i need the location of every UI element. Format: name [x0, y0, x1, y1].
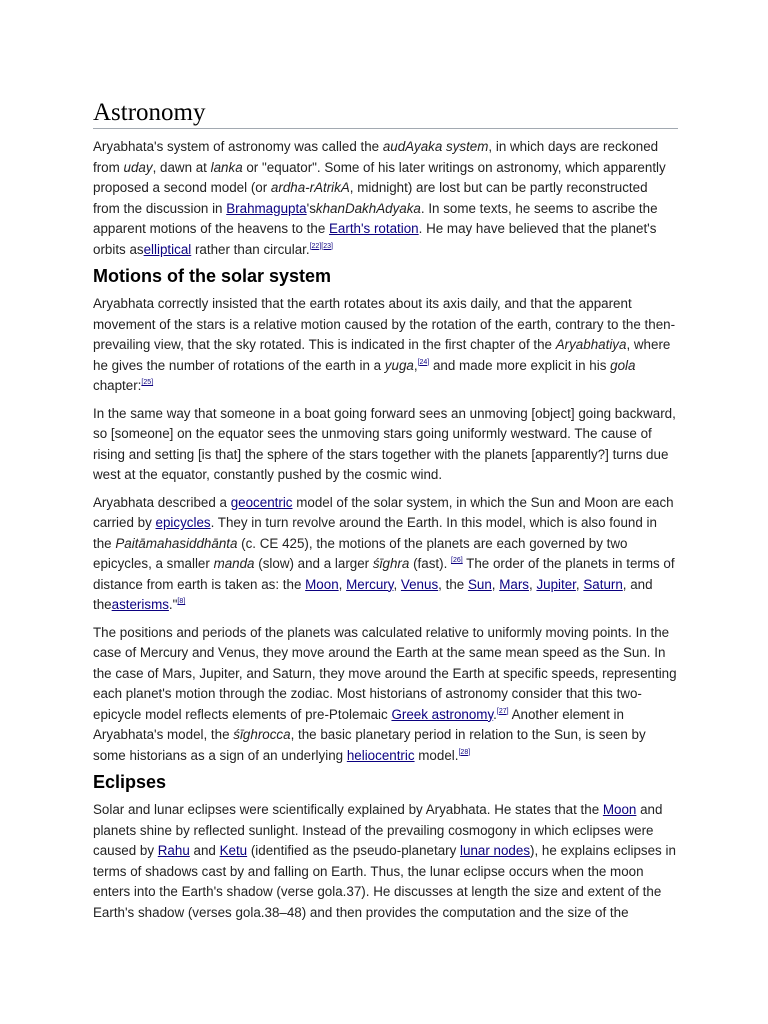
text: rather than circular.: [191, 241, 310, 257]
term: audAyaka system: [382, 139, 489, 154]
term: uday: [123, 159, 153, 175]
text: (c. CE 425), the motions of the planets are each governed by two epicycles, a smaller: [93, 535, 628, 571]
text: , dawn at: [152, 159, 211, 175]
link-mars[interactable]: Mars: [499, 576, 529, 592]
term: manda: [213, 556, 255, 571]
text: .: [493, 706, 497, 722]
link-epicycles[interactable]: epicycles: [155, 515, 211, 530]
reference-link[interactable]: [22][23]: [309, 242, 333, 250]
text: and: [189, 843, 220, 858]
text: The order of the planets in terms of distance from earth is taken as: the: [93, 556, 675, 592]
text: Solar and lunar eclipses were scientifically explained by Aryabhata. He states that the: [93, 802, 603, 817]
section-heading-motions: Motions of the solar system: [93, 266, 332, 286]
text: Another element in Aryabhata's model, the: [93, 706, 624, 742]
link-rahu[interactable]: Rahu: [157, 843, 190, 858]
text: . In some texts, he seems to ascribe the apparent motions of the heavens to the: [93, 200, 658, 236]
term: yuga: [384, 357, 414, 373]
text: ,: [528, 576, 537, 592]
text: , where he gives the number of rotations of the earth in a: [93, 337, 671, 373]
article: [93, 98, 678, 923]
text: (fast).: [409, 556, 452, 571]
term: lanka: [210, 159, 243, 175]
term: śīghrocca: [233, 727, 291, 742]
link-saturn[interactable]: Saturn: [583, 576, 623, 592]
text: Aryabhata described a: [93, 494, 231, 510]
text: ,: [393, 576, 401, 592]
link-venus[interactable]: Venus: [400, 576, 439, 592]
link-asterisms[interactable]: asterisms: [111, 597, 169, 612]
reference-link[interactable]: [25]: [141, 379, 154, 386]
text: and made more explicit in his: [429, 357, 611, 373]
text: (identified as the pseudo-planetary: [247, 843, 461, 858]
paragraph-eclipses: [93, 800, 678, 923]
reference-link[interactable]: [8]: [177, 598, 186, 605]
link-greek-astronomy[interactable]: Greek astronomy: [391, 706, 494, 722]
reference-link[interactable]: [28]: [458, 748, 471, 756]
section-heading-eclipses: Eclipses: [93, 772, 167, 792]
link-geocentric[interactable]: geocentric: [230, 494, 293, 510]
link-moon[interactable]: Moon: [305, 576, 339, 592]
text: . They in turn revolve around the Earth. In this model, which is also found in the: [93, 515, 657, 551]
text: model of the solar system, in which the Sun and Moon are each carried by: [93, 494, 674, 530]
text: , the: [438, 576, 468, 592]
link-mercury[interactable]: Mercury: [346, 576, 394, 592]
link-moon-eclipse[interactable]: Moon: [602, 802, 637, 817]
paragraph-positions: [93, 623, 678, 767]
link-jupiter[interactable]: Jupiter: [536, 576, 576, 592]
text: The positions and periods of the planets was calculated relative to uniformly moving points. In the case of Mercury and Venus, they move around the Earth at the same mean speed as the Sun. In the case of Mars, Jupiter, and Saturn, they move around the Earth at specific speeds, representing each planet's motion through the zodiac. Most historians of astronomy consider that this two-epicycle model reflects elements of pre-Ptolemaic: [93, 624, 677, 722]
term: Paitāmahasiddhānta: [115, 535, 238, 551]
term: śīghra: [372, 556, 410, 571]
text: and planets shine by reflected sunlight. Instead of the prevailing cosmogony in which eclipses were caused by: [93, 802, 663, 858]
link-heliocentric[interactable]: heliocentric: [346, 747, 415, 763]
text: 's: [306, 200, 316, 216]
term: ardha-rAtrikA: [270, 180, 350, 195]
text: , midnight) are lost but can be partly reconstructed from the discussion in: [93, 180, 648, 216]
term: khanDakhAdyaka: [315, 200, 421, 216]
text: . He may have believed that the planet's orbits as: [93, 221, 657, 257]
text: ,: [575, 576, 584, 592]
link-brahmagupta[interactable]: Brahmagupta: [226, 200, 307, 216]
text: or "equator". Some of his later writings on astronomy, which apparently proposed a second model (or: [93, 159, 666, 195]
text: model.: [414, 747, 459, 763]
term: Aryabhatiya: [555, 337, 627, 352]
text: (slow) and a larger: [254, 556, 373, 571]
text: chapter:: [93, 378, 142, 393]
text: , in which days are reckoned from: [93, 139, 659, 175]
text: Aryabhata correctly insisted that the earth rotates about its axis daily, and that the apparent movement of the stars is a relative motion caused by the rotation of the earth, contrary to the then-prevailing view, that the sky rotated. This is indicated in the first chapter of the: [93, 296, 676, 352]
text: ), he explains eclipses in terms of shadows cast by and falling on Earth. Thus, the lunar eclipse occurs when the moon enters into the Earth's shadow (verse gola.37). He discusses at length the size and extent of the Earth's shadow (verses gola.38–48) and then provides the computation and the size of the: [93, 843, 676, 920]
link-earths-rotation[interactable]: Earth's rotation: [328, 221, 419, 236]
paragraph-geocentric: [93, 493, 678, 616]
paragraph-intro: [93, 137, 678, 260]
link-ketu[interactable]: Ketu: [219, 843, 248, 858]
text: .": [168, 597, 178, 612]
reference-link[interactable]: [26]: [451, 557, 463, 564]
text: , and the: [93, 576, 653, 612]
text: ,: [338, 576, 347, 592]
reference-link[interactable]: [24]: [417, 358, 430, 366]
paragraph-quote: In the same way that someone in a boat going forward sees an unmoving [object] going backward, so [someone] on the equator sees the unmoving stars going uniformly westward. The cause of rising and setting [is that] the sphere of the stars together with the planets [apparently?] turns due west at the equator, constantly pushed by the cosmic wind.: [93, 405, 676, 482]
text: Aryabhata's system of astronomy was called the: [93, 139, 383, 154]
link-lunar-nodes[interactable]: lunar nodes: [460, 843, 531, 858]
text: , the basic planetary period in relation to the Sun, is seen by some historians as a sign of an underlying: [93, 727, 646, 763]
term: gola: [610, 357, 636, 373]
text: ,: [491, 576, 500, 592]
link-elliptical[interactable]: elliptical: [143, 241, 192, 257]
page-title: Astronomy: [93, 98, 678, 129]
paragraph-rotation: [93, 294, 678, 397]
link-sun[interactable]: Sun: [467, 576, 492, 592]
text: ,: [413, 357, 418, 373]
reference-link[interactable]: [27]: [496, 707, 509, 715]
